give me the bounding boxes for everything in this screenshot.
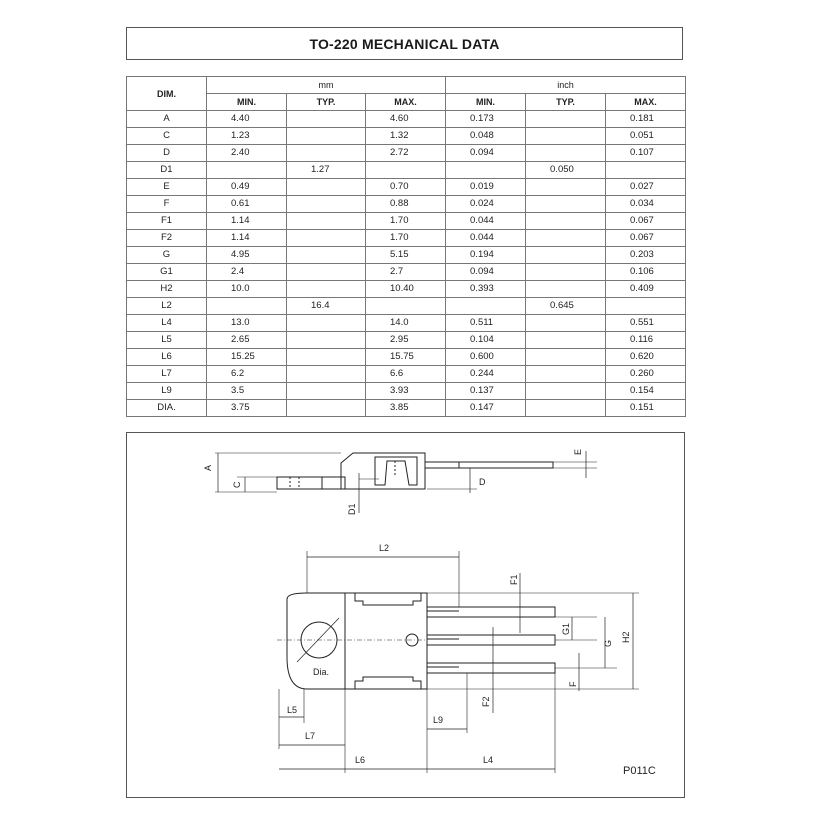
tab-outline <box>277 477 345 489</box>
table-cell-in-max: 0.151 <box>606 400 686 417</box>
label-L2: L2 <box>379 543 390 553</box>
table-cell-in-max: 0.027 <box>606 179 686 196</box>
table-cell-in-typ <box>526 264 606 281</box>
label-F1: F1 <box>509 574 519 585</box>
table-cell-dim: L9 <box>127 383 207 400</box>
table-cell-in-typ <box>526 281 606 298</box>
body-top <box>345 593 427 689</box>
table-cell-in-max: 0.203 <box>606 247 686 264</box>
table-cell-in-min: 0.600 <box>446 349 526 366</box>
table-cell-in-typ <box>526 400 606 417</box>
table-cell-dim: E <box>127 179 207 196</box>
table-cell-mm-typ <box>287 247 366 264</box>
table-cell-mm-typ <box>287 179 366 196</box>
label-L6: L6 <box>355 755 366 765</box>
label-H2: H2 <box>621 631 631 643</box>
table-row <box>127 349 686 366</box>
label-C: C <box>232 481 242 488</box>
table-row <box>127 298 686 315</box>
label-D: D <box>479 477 486 487</box>
label-F2: F2 <box>481 696 491 707</box>
table-cell-mm-min: 3.5 <box>207 383 287 400</box>
table-cell-in-min <box>446 298 526 315</box>
table-cell-dim: C <box>127 128 207 145</box>
table-cell-in-typ <box>526 366 606 383</box>
table-cell-in-min: 0.194 <box>446 247 526 264</box>
table-cell-mm-max <box>366 298 446 315</box>
drawing-reference-code: P011C <box>623 765 656 777</box>
sub-header: MAX. <box>366 94 446 111</box>
table-cell-mm-min: 1.14 <box>207 213 287 230</box>
table-cell-mm-max: 10.40 <box>366 281 446 298</box>
table-cell-mm-typ: 1.27 <box>287 162 366 179</box>
table-cell-mm-max: 3.85 <box>366 400 446 417</box>
package-outline-svg <box>127 433 686 799</box>
table-cell-in-min: 0.244 <box>446 366 526 383</box>
lead-side <box>425 462 553 468</box>
sub-header: MIN. <box>446 94 526 111</box>
table-cell-dim: F2 <box>127 230 207 247</box>
table-cell-in-min: 0.044 <box>446 213 526 230</box>
table-cell-in-typ <box>526 247 606 264</box>
dimensions-table <box>126 76 686 417</box>
table-cell-dim: L6 <box>127 349 207 366</box>
table-cell-mm-typ <box>287 315 366 332</box>
table-cell-mm-typ <box>287 349 366 366</box>
table-cell-mm-min: 6.2 <box>207 366 287 383</box>
table-cell-mm-typ <box>287 230 366 247</box>
table-cell-in-max: 0.051 <box>606 128 686 145</box>
table-row <box>127 230 686 247</box>
table-row <box>127 128 686 145</box>
table-cell-in-min: 0.019 <box>446 179 526 196</box>
label-L5: L5 <box>287 705 298 715</box>
table-cell-in-min: 0.173 <box>446 111 526 128</box>
sub-header: MIN. <box>207 94 287 111</box>
table-cell-dim: L4 <box>127 315 207 332</box>
table-cell-dim: G1 <box>127 264 207 281</box>
table-row <box>127 315 686 332</box>
table-row <box>127 400 686 417</box>
table-cell-in-typ: 0.645 <box>526 298 606 315</box>
title-box <box>126 27 683 60</box>
side-view <box>203 449 597 515</box>
table-cell-in-max: 0.106 <box>606 264 686 281</box>
table-row <box>127 196 686 213</box>
table-cell-dim: DIA. <box>127 400 207 417</box>
table-cell-mm-max: 3.93 <box>366 383 446 400</box>
package-drawing <box>126 432 685 798</box>
lead-1 <box>427 607 555 617</box>
table-body <box>127 111 686 417</box>
table-cell-dim: H2 <box>127 281 207 298</box>
table-cell-mm-typ <box>287 128 366 145</box>
table-cell-mm-min: 13.0 <box>207 315 287 332</box>
table-cell-in-typ <box>526 145 606 162</box>
table-cell-mm-min <box>207 298 287 315</box>
table-cell-mm-min <box>207 162 287 179</box>
sub-header: TYP. <box>526 94 606 111</box>
table-row <box>127 281 686 298</box>
label-D1: D1 <box>347 503 357 515</box>
table-cell-in-min: 0.393 <box>446 281 526 298</box>
dim-header: DIM. <box>127 77 207 111</box>
table-cell-in-typ <box>526 213 606 230</box>
sub-header: MAX. <box>606 94 686 111</box>
table-cell-mm-max: 15.75 <box>366 349 446 366</box>
table-cell-mm-min: 3.75 <box>207 400 287 417</box>
label-L4: L4 <box>483 755 494 765</box>
top-view <box>277 543 639 773</box>
table-cell-in-min: 0.044 <box>446 230 526 247</box>
table-cell-mm-max: 1.32 <box>366 128 446 145</box>
table-cell-in-typ <box>526 179 606 196</box>
table-cell-dim: L2 <box>127 298 207 315</box>
page-title: TO-220 MECHANICAL DATA <box>309 35 500 52</box>
table-cell-in-min: 0.147 <box>446 400 526 417</box>
table-row <box>127 145 686 162</box>
table-cell-in-max: 0.067 <box>606 230 686 247</box>
table-cell-mm-max <box>366 162 446 179</box>
table-cell-mm-max: 2.7 <box>366 264 446 281</box>
table-cell-mm-max: 2.72 <box>366 145 446 162</box>
table-cell-mm-min: 2.40 <box>207 145 287 162</box>
table-cell-mm-typ <box>287 383 366 400</box>
table-cell-mm-typ <box>287 332 366 349</box>
label-L9: L9 <box>433 715 444 725</box>
label-E: E <box>573 448 583 455</box>
table-row <box>127 111 686 128</box>
table-cell-mm-min: 4.95 <box>207 247 287 264</box>
table-cell-in-min: 0.511 <box>446 315 526 332</box>
label-G1: G1 <box>561 622 571 635</box>
table-row <box>127 366 686 383</box>
lead-3 <box>427 663 555 673</box>
table-cell-in-typ <box>526 230 606 247</box>
table-cell-mm-typ <box>287 366 366 383</box>
table-row <box>127 179 686 196</box>
table-cell-mm-max: 6.6 <box>366 366 446 383</box>
table-cell-in-min: 0.048 <box>446 128 526 145</box>
table-cell-mm-min: 0.61 <box>207 196 287 213</box>
table-cell-in-max: 0.034 <box>606 196 686 213</box>
label-G: G <box>603 639 613 647</box>
table-cell-in-min: 0.137 <box>446 383 526 400</box>
table-cell-in-max: 0.409 <box>606 281 686 298</box>
table-cell-mm-max: 1.70 <box>366 230 446 247</box>
table-cell-dim: F <box>127 196 207 213</box>
sub-header: TYP. <box>287 94 366 111</box>
table-cell-in-min: 0.024 <box>446 196 526 213</box>
table-cell-in-typ <box>526 315 606 332</box>
table-cell-in-max: 0.181 <box>606 111 686 128</box>
table-row <box>127 162 686 179</box>
unit-mm-header: mm <box>207 77 446 94</box>
table-cell-mm-max: 1.70 <box>366 213 446 230</box>
table-cell-dim: L5 <box>127 332 207 349</box>
table-cell-mm-min: 1.14 <box>207 230 287 247</box>
table-cell-in-max: 0.067 <box>606 213 686 230</box>
table-cell-in-max: 0.551 <box>606 315 686 332</box>
table-cell-mm-max: 0.70 <box>366 179 446 196</box>
table-cell-mm-typ <box>287 281 366 298</box>
label-dia: Dia. <box>313 667 330 677</box>
table-cell-in-min <box>446 162 526 179</box>
table-cell-in-max: 0.107 <box>606 145 686 162</box>
table-cell-mm-max: 4.60 <box>366 111 446 128</box>
table-cell-mm-typ <box>287 213 366 230</box>
table-subheader-row <box>127 94 686 111</box>
table-row <box>127 264 686 281</box>
table-cell-mm-min: 2.65 <box>207 332 287 349</box>
label-F: F <box>568 681 578 687</box>
table-cell-in-typ <box>526 111 606 128</box>
table-cell-mm-max: 14.0 <box>366 315 446 332</box>
table-cell-mm-min: 10.0 <box>207 281 287 298</box>
table-cell-in-max: 0.116 <box>606 332 686 349</box>
table-cell-in-max <box>606 298 686 315</box>
table-cell-mm-typ: 16.4 <box>287 298 366 315</box>
table-cell-in-min: 0.094 <box>446 264 526 281</box>
table-cell-in-max: 0.260 <box>606 366 686 383</box>
table-cell-mm-typ <box>287 111 366 128</box>
table-row <box>127 332 686 349</box>
table-cell-mm-min: 0.49 <box>207 179 287 196</box>
table-row <box>127 213 686 230</box>
table-cell-in-max: 0.620 <box>606 349 686 366</box>
table-cell-mm-min: 4.40 <box>207 111 287 128</box>
table-cell-mm-max: 0.88 <box>366 196 446 213</box>
table-cell-in-typ <box>526 349 606 366</box>
table-cell-in-typ <box>526 332 606 349</box>
table-cell-in-typ <box>526 196 606 213</box>
table-header-row <box>127 77 686 94</box>
table-cell-dim: F1 <box>127 213 207 230</box>
table-cell-in-min: 0.094 <box>446 145 526 162</box>
table-cell-dim: D <box>127 145 207 162</box>
table-cell-mm-max: 5.15 <box>366 247 446 264</box>
table-cell-dim: A <box>127 111 207 128</box>
table-cell-in-max <box>606 162 686 179</box>
label-A: A <box>203 464 213 471</box>
table-cell-mm-typ <box>287 196 366 213</box>
table-cell-mm-min: 1.23 <box>207 128 287 145</box>
table-cell-mm-typ <box>287 400 366 417</box>
table-cell-in-min: 0.104 <box>446 332 526 349</box>
table-cell-in-typ <box>526 128 606 145</box>
table-row <box>127 383 686 400</box>
unit-inch-header: inch <box>446 77 686 94</box>
table-cell-in-max: 0.154 <box>606 383 686 400</box>
table-cell-mm-min: 15.25 <box>207 349 287 366</box>
table-cell-in-typ: 0.050 <box>526 162 606 179</box>
table-cell-mm-typ <box>287 145 366 162</box>
lead-2 <box>427 635 555 645</box>
table-cell-mm-typ <box>287 264 366 281</box>
table-row <box>127 247 686 264</box>
table-cell-mm-max: 2.95 <box>366 332 446 349</box>
table-cell-dim: L7 <box>127 366 207 383</box>
table-cell-mm-min: 2.4 <box>207 264 287 281</box>
table-cell-dim: D1 <box>127 162 207 179</box>
table-cell-in-typ <box>526 383 606 400</box>
label-L7: L7 <box>305 731 316 741</box>
table-cell-dim: G <box>127 247 207 264</box>
